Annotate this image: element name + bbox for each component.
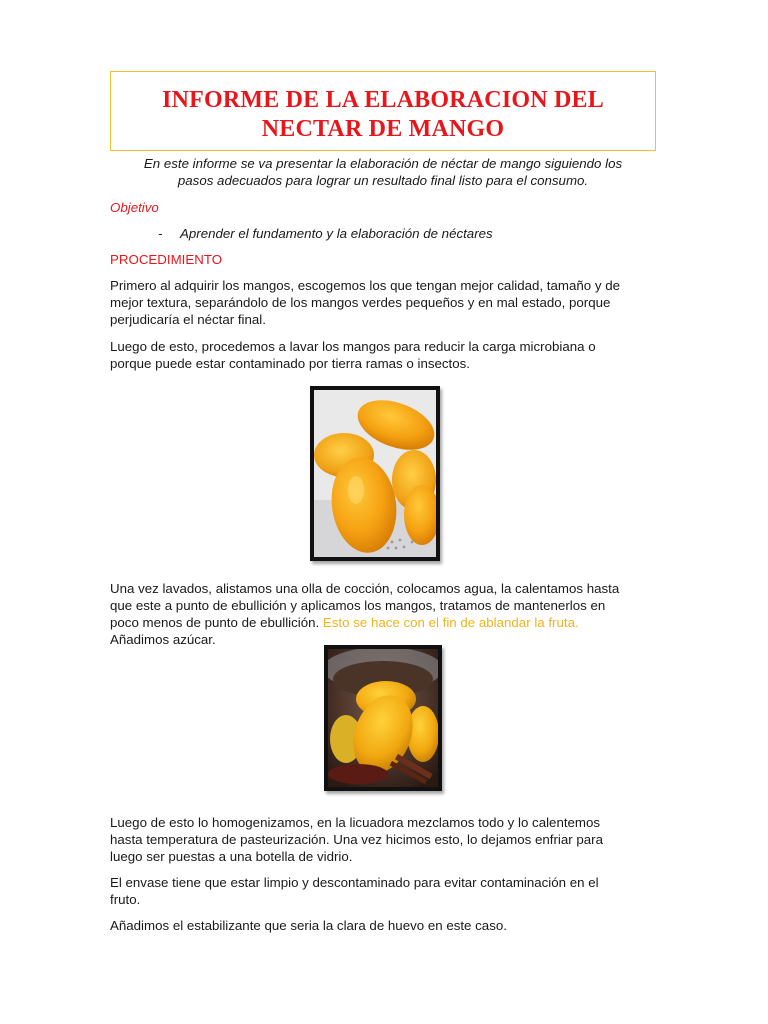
boiling-mangoes-photo xyxy=(324,645,442,791)
procedure-heading: PROCEDIMIENTO xyxy=(110,252,223,267)
paragraph-1 xyxy=(110,277,656,328)
washed-mangoes-image xyxy=(314,390,436,557)
paragraph-6-line-1: Añadimos el estabilizante que seria la clara de huevo en este caso. xyxy=(110,918,507,933)
paragraph-3-line-4: Añadimos azúcar. xyxy=(110,632,216,647)
paragraph-1-line-2: mejor textura, separándolo de los mangos verdes pequeños y en mal estado, porque xyxy=(110,295,611,310)
paragraph-3 xyxy=(110,580,656,648)
paragraph-4-line-3: luego ser puestas a una botella de vidrio. xyxy=(110,849,353,864)
paragraph-4-line-2: hasta temperatura de pasteurización. Una vez hicimos esto, lo dejamos enfriar para xyxy=(110,832,603,847)
title-line-2: NECTAR DE MANGO xyxy=(261,116,505,142)
intro-line-2: pasos adecuados para lograr un resultado final listo para el consumo. xyxy=(177,173,589,188)
paragraph-2-line-2: porque puede estar contaminado por tierra ramas o insectos. xyxy=(110,356,470,371)
intro-text xyxy=(110,155,656,189)
paragraph-1-line-3: perjudicaría el néctar final. xyxy=(110,312,266,327)
paragraph-3-line-3-plain: poco menos de punto de ebullición. xyxy=(110,615,323,630)
title-box xyxy=(110,71,656,151)
title-line-1: INFORME DE LA ELABORACION DEL xyxy=(162,87,604,113)
paragraph-3-line-3 xyxy=(110,614,656,631)
bullet-marker: - xyxy=(158,226,163,241)
boiling-mangoes-image xyxy=(328,649,438,787)
paragraph-4 xyxy=(110,814,656,865)
paragraph-2-line-1: Luego de esto, procedemos a lavar los mangos para reducir la carga microbiana o xyxy=(110,339,596,354)
paragraph-5 xyxy=(110,874,656,908)
paragraph-6 xyxy=(110,917,656,934)
objective-bullet xyxy=(158,225,493,242)
intro-line-1: En este informe se va presentar la elaboración de néctar de mango siguiendo los xyxy=(143,156,623,171)
paragraph-5-line-1: El envase tiene que estar limpio y descontaminado para evitar contaminación en el xyxy=(110,875,599,890)
paragraph-3-line-2: que este a punto de ebullición y aplicamos los mangos, tratamos de mantenerlos en xyxy=(110,598,606,613)
objective-bullet-text: Aprender el fundamento y la elaboración de néctares xyxy=(180,226,493,241)
paragraph-2 xyxy=(110,338,656,372)
paragraph-5-line-2: fruto. xyxy=(110,892,141,907)
washed-mangoes-photo xyxy=(310,386,440,561)
paragraph-4-line-1: Luego de esto lo homogenizamos, en la licuadora mezclamos todo y lo calentemos xyxy=(110,815,601,830)
paragraph-3-line-1: Una vez lavados, alistamos una olla de cocción, colocamos agua, la calentamos hasta xyxy=(110,581,620,596)
paragraph-1-line-1: Primero al adquirir los mangos, escogemos los que tengan mejor calidad, tamaño y de xyxy=(110,278,620,293)
objective-heading: Objetivo xyxy=(110,200,159,215)
highlighted-sentence: Esto se hace con el fin de ablandar la fruta. xyxy=(322,615,579,630)
